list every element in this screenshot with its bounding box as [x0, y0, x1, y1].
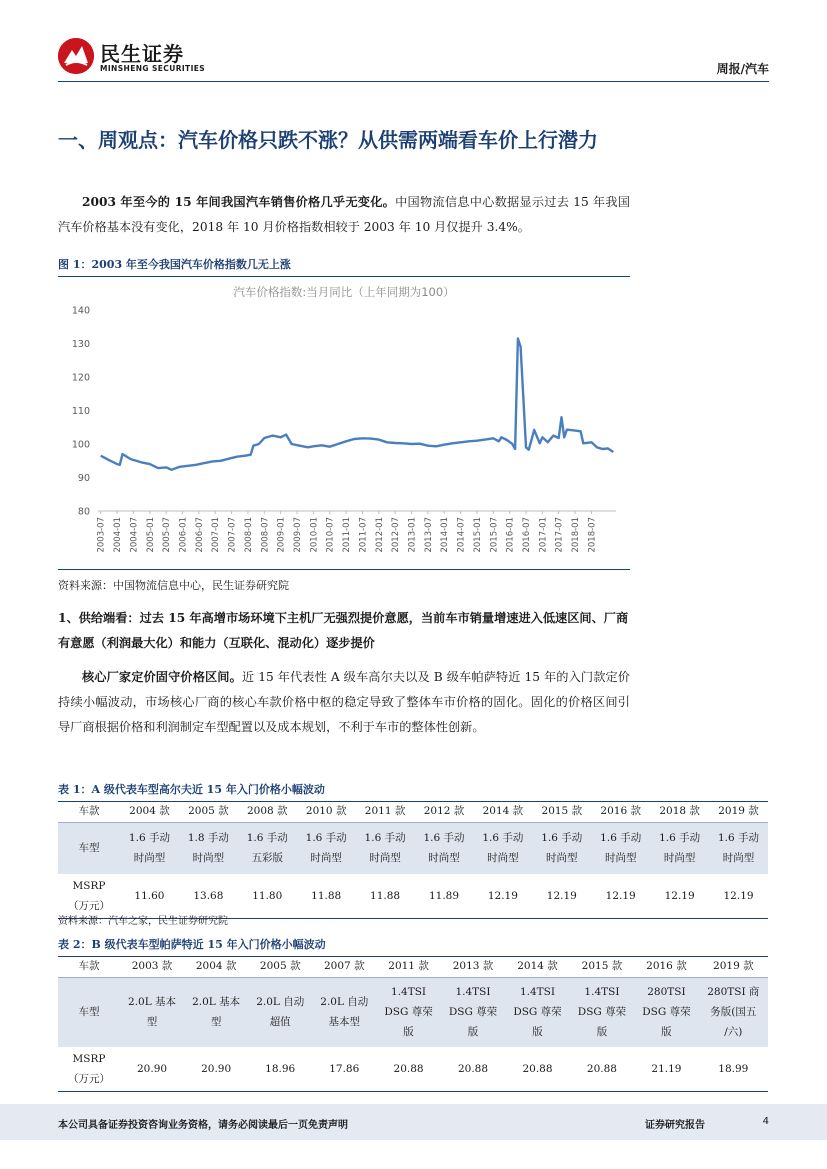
model-cell: 1.6 手动 时尚型: [297, 822, 356, 874]
x-tick-label: 2008-01: [243, 517, 254, 553]
row-label: 车型: [58, 977, 120, 1047]
price-cell: 20.88: [376, 1047, 440, 1091]
year-cell: 2019 款: [699, 955, 768, 977]
price-cell: 18.99: [699, 1047, 768, 1091]
x-tick-label: 2016-01: [505, 517, 516, 553]
x-tick-label: 2008-07: [260, 517, 271, 553]
year-cell: 2010 款: [297, 800, 356, 822]
model-cell: 1.4TSI DSG 尊荣 版: [570, 977, 634, 1047]
table1-caption: 表 1：A 级代表车型高尔夫近 15 年入门价格小幅波动: [58, 781, 768, 802]
row-label: MSRP （万元）: [58, 1047, 120, 1091]
model-cell: 1.4TSI DSG 尊荣 版: [376, 977, 440, 1047]
report-section: 周报/汽车: [716, 62, 769, 76]
chart-title: 汽车价格指数:当月同比（上年同期为100）: [233, 285, 455, 299]
year-cell: 2018 款: [650, 800, 709, 822]
x-tick-label: 2006-07: [194, 517, 205, 553]
price-cell: 12.19: [532, 874, 591, 918]
x-tick-label: 2004-01: [113, 517, 124, 553]
price-cell: 12.19: [650, 874, 709, 918]
price-cell: 12.19: [591, 874, 650, 918]
supply-subheading: 1、供给端看：过去 15 年高增市场环境下主机厂无强烈提价意愿，当前车市销量增速进入低速区间、厂商有意愿（利润最大化）和能力（互联化、混动化）逐步提价: [58, 611, 629, 650]
price-cell: 17.86: [312, 1047, 376, 1091]
price-cell: 13.68: [179, 874, 238, 918]
model-cell: 2.0L 基本 型: [184, 977, 248, 1047]
x-tick-label: 2013-07: [423, 517, 434, 553]
x-tick-label: 2017-07: [554, 517, 565, 553]
year-cell: 2012 款: [415, 800, 474, 822]
year-cell: 2005 款: [248, 955, 312, 977]
x-tick-label: 2012-07: [391, 517, 402, 553]
table-row: [58, 800, 768, 822]
logo-mark-icon: [58, 38, 94, 74]
chart-canvas: [58, 278, 630, 564]
y-tick-label: 80: [77, 506, 90, 518]
price-cell: 20.90: [184, 1047, 248, 1091]
year-cell: 2004 款: [184, 955, 248, 977]
price-cell: 11.80: [238, 874, 297, 918]
x-tick-label: 2011-07: [358, 517, 369, 553]
row-label: MSRP （万元）: [58, 874, 120, 918]
model-cell: 1.6 手动 五彩版: [238, 822, 297, 874]
page-number: 4: [762, 1116, 769, 1127]
year-cell: 2011 款: [376, 955, 440, 977]
series-line: [101, 339, 614, 470]
table-row: [58, 1047, 768, 1091]
x-tick-label: 2017-01: [538, 517, 549, 553]
table-row: [58, 977, 768, 1047]
y-tick-label: 140: [71, 305, 90, 317]
figure-caption: 图 1：2003 年至今我国汽车价格指数几无上涨: [58, 256, 630, 277]
core-bold: 核心厂家定价固守价格区间。: [82, 670, 242, 684]
core-paragraph: [58, 665, 630, 740]
price-cell: 11.89: [415, 874, 474, 918]
x-tick-label: 2007-01: [211, 517, 222, 553]
logo: [58, 30, 218, 80]
year-cell: 2007 款: [312, 955, 376, 977]
brand-name-en: MINSHENG SECURITIES: [100, 64, 206, 73]
year-cell: 2015 款: [570, 955, 634, 977]
model-cell: 280TSI DSG 尊荣 版: [634, 977, 698, 1047]
golf-price-table: [58, 800, 768, 919]
model-cell: 2.0L 基本 型: [120, 977, 184, 1047]
year-cell: 2015 款: [532, 800, 591, 822]
x-tick-label: 2012-01: [374, 517, 385, 553]
footer-report-type: 证券研究报告: [645, 1120, 705, 1131]
year-cell: 2011 款: [356, 800, 415, 822]
model-cell: 1.6 手动 时尚型: [650, 822, 709, 874]
x-tick-label: 2015-01: [472, 517, 483, 553]
year-cell: 2003 款: [120, 955, 184, 977]
x-tick-label: 2007-07: [227, 517, 238, 553]
intro-bold: 2003 年至今的 15 年间我国汽车销售价格几乎无变化。: [82, 195, 396, 209]
x-tick-label: 2013-01: [407, 517, 418, 553]
page-footer: [0, 1104, 827, 1140]
model-cell: 2.0L 自动 基本型: [312, 977, 376, 1047]
model-cell: 1.6 手动 时尚型: [415, 822, 474, 874]
x-tick-label: 2018-01: [571, 517, 582, 553]
footer-disclaimer: 本公司具备证券投资咨询业务资格，请务必阅读最后一页免责声明: [58, 1120, 348, 1131]
row-label: 车型: [58, 822, 120, 874]
passat-price-table: [58, 955, 768, 1092]
price-cell: 12.19: [473, 874, 532, 918]
x-tick-label: 2010-07: [325, 517, 336, 553]
y-tick-label: 120: [71, 372, 90, 384]
model-cell: 1.6 手动 时尚型: [532, 822, 591, 874]
core-text: 近 15 年代表性 A 级车高尔夫以及 B 级车帕萨特近 15 年的入门款定价持续小幅波动，市场核心厂商的核心车款价格中枢的稳定导致了整体车市价格的固化。固化的价格区间引导厂商根据价格和利润制定车型配置以及成本规划，不利于车市的整体性创新。: [58, 670, 630, 734]
model-cell: 1.6 手动 时尚型: [709, 822, 768, 874]
intro-text: 中国物流信息中心数据显示过去 15 年我国汽车价格基本没有变化，2018 年 10 月价格指数相较于 2003 年 10 月仅提升 3.4%。: [58, 195, 630, 234]
price-cell: 20.88: [570, 1047, 634, 1091]
year-cell: 2016 款: [634, 955, 698, 977]
x-tick-label: 2005-07: [162, 517, 173, 553]
x-tick-label: 2014-07: [456, 517, 467, 553]
price-cell: 18.96: [248, 1047, 312, 1091]
x-tick-label: 2006-01: [178, 517, 189, 553]
year-cell: 2008 款: [238, 800, 297, 822]
price-cell: 20.88: [441, 1047, 505, 1091]
y-tick-label: 130: [71, 339, 90, 350]
table1-source: 资料来源：汽车之家，民生证券研究院: [58, 916, 228, 927]
x-tick-label: 2014-01: [440, 517, 451, 553]
intro-paragraph: [58, 190, 630, 240]
year-cell: 2004 款: [120, 800, 179, 822]
year-cell: 2016 款: [591, 800, 650, 822]
model-cell: 280TSI 商 务版(国五 /六): [699, 977, 768, 1047]
brand-name-cn: 民生证券: [100, 42, 184, 66]
model-cell: 1.6 手动 时尚型: [356, 822, 415, 874]
year-cell: 2013 款: [441, 955, 505, 977]
y-tick-label: 110: [71, 406, 90, 417]
price-cell: 21.19: [634, 1047, 698, 1091]
x-tick-label: 2011-01: [342, 517, 353, 553]
table-row: [58, 955, 768, 977]
x-tick-label: 2004-07: [129, 517, 140, 553]
row-label: 车款: [58, 955, 120, 977]
year-cell: 2014 款: [505, 955, 569, 977]
model-cell: 1.8 手动 时尚型: [179, 822, 238, 874]
x-tick-label: 2016-07: [522, 517, 533, 553]
page-header: [58, 30, 769, 82]
price-cell: 11.60: [120, 874, 179, 918]
x-tick-label: 2018-07: [587, 517, 598, 553]
x-tick-label: 2003-07: [96, 517, 107, 553]
x-tick-label: 2010-01: [309, 517, 320, 553]
price-cell: 20.88: [505, 1047, 569, 1091]
section-heading: 一、周观点：汽车价格只跌不涨？从供需两端看车价上行潜力: [58, 128, 598, 152]
y-tick-label: 90: [77, 473, 90, 484]
model-cell: 1.4TSI DSG 尊荣 版: [505, 977, 569, 1047]
price-index-chart: [58, 278, 630, 570]
price-cell: 20.90: [120, 1047, 184, 1091]
model-cell: 1.6 手动 时尚型: [591, 822, 650, 874]
year-cell: 2005 款: [179, 800, 238, 822]
x-tick-label: 2009-07: [293, 517, 304, 553]
price-cell: 11.88: [356, 874, 415, 918]
year-cell: 2014 款: [473, 800, 532, 822]
model-cell: 1.4TSI DSG 尊荣 版: [441, 977, 505, 1047]
model-cell: 1.6 手动 时尚型: [473, 822, 532, 874]
year-cell: 2019 款: [709, 800, 768, 822]
model-cell: 1.6 手动 时尚型: [120, 822, 179, 874]
y-tick-label: 100: [71, 439, 90, 451]
x-tick-label: 2009-01: [276, 517, 287, 553]
figure-source: 资料来源：中国物流信息中心，民生证券研究院: [58, 579, 289, 592]
price-cell: 12.19: [709, 874, 768, 918]
model-cell: 2.0L 自动 超值: [248, 977, 312, 1047]
x-tick-label: 2015-07: [489, 517, 500, 553]
x-tick-label: 2005-01: [145, 517, 156, 553]
table2-caption: 表 2：B 级代表车型帕萨特近 15 年入门价格小幅波动: [58, 936, 768, 957]
row-label: 车款: [58, 800, 120, 822]
table-row: [58, 822, 768, 874]
price-cell: 11.88: [297, 874, 356, 918]
